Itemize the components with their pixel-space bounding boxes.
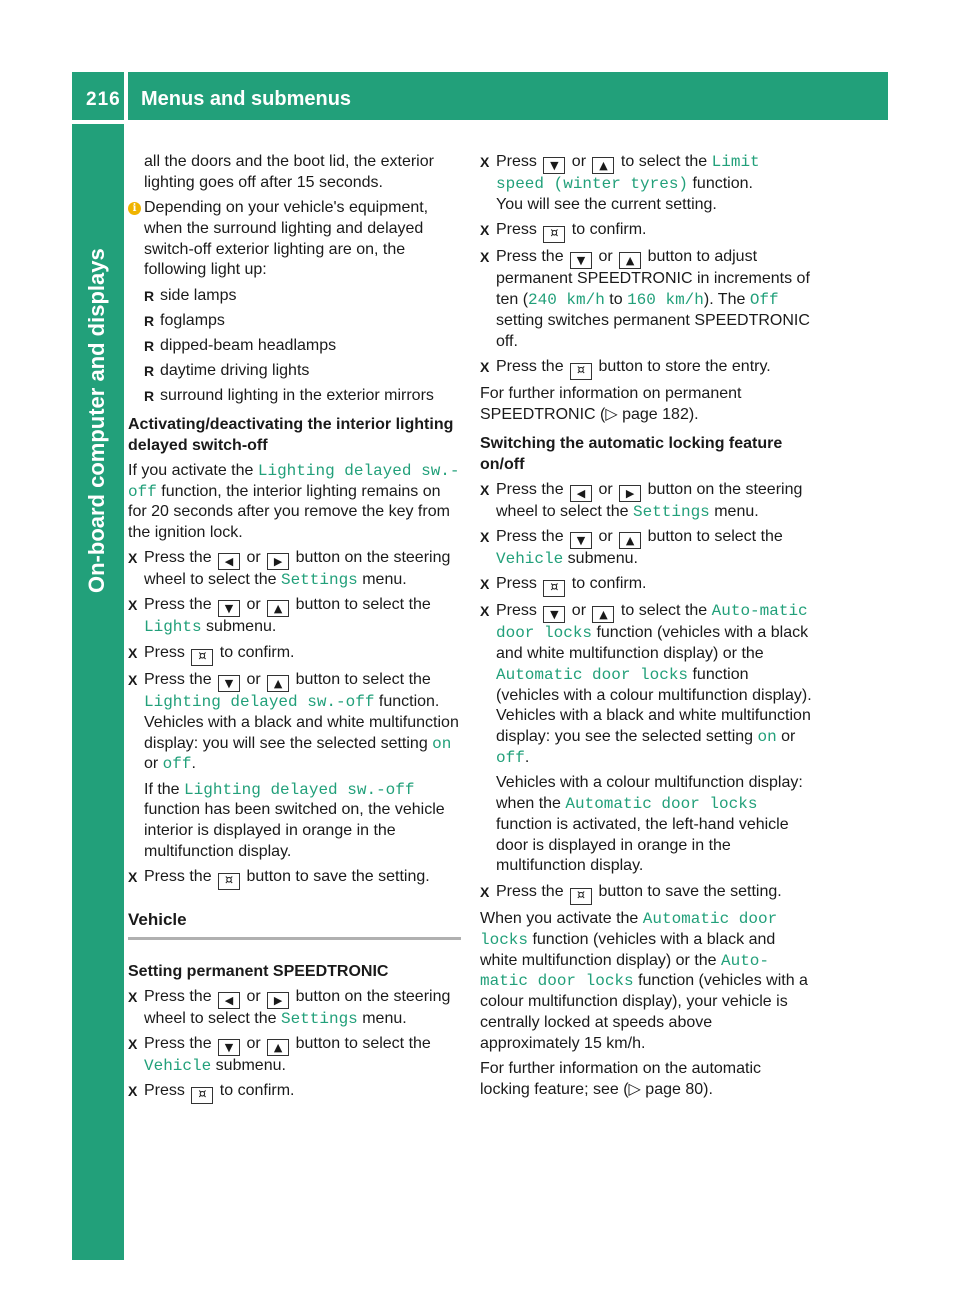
locking-paragraph: When you activate the Automatic door locks function (vehicles with a black and white multifunction display) or the Auto‐matic door locks function (vehicles with a colour multifunction display), your vehicle is centrally locked at speeds above approximately 15 km/h. bbox=[480, 910, 808, 1052]
instruction-step: X Press ¤ to confirm. bbox=[128, 1081, 461, 1104]
list-item: R surround lighting in the exterior mirrors bbox=[128, 386, 461, 407]
instruction-step: X Press the ◀ or ▶ button on the steering wheel to select the Settings menu. bbox=[480, 480, 813, 523]
ok-key-icon: ¤ bbox=[191, 1087, 213, 1104]
ok-key-icon: ¤ bbox=[543, 226, 565, 243]
ok-key-icon: ¤ bbox=[543, 580, 565, 597]
info-note: i Depending on your vehicle's equipment, when the surround lighting and delayed switch-off exterior lighting are on, the following light up: bbox=[128, 198, 461, 281]
instruction-step: X Press the ◀ or ▶ button on the steering wheel to select the Settings menu. bbox=[128, 987, 461, 1030]
down-arrow-key-icon: ▼ bbox=[218, 600, 240, 617]
page-reference: For further information on permanent SPEEDTRONIC (▷ page 182). bbox=[480, 385, 742, 424]
step-detail: Vehicles with a black and white multifunction display: you will see the selected setting on or off. bbox=[144, 713, 459, 774]
page-number: 216 bbox=[86, 89, 121, 110]
up-arrow-key-icon: ▲ bbox=[592, 157, 614, 174]
down-arrow-key-icon: ▼ bbox=[570, 532, 592, 549]
instruction-step: X Press the ▼ or ▲ button to select the Vehicle submenu. bbox=[480, 527, 813, 570]
right-column bbox=[480, 152, 813, 1105]
subheading-speedtronic: Setting permanent SPEEDTRONIC bbox=[128, 963, 389, 980]
down-arrow-key-icon: ▼ bbox=[543, 157, 565, 174]
instruction-step: X Press the ▼ or ▲ button to select the Lights submenu. bbox=[128, 595, 461, 638]
up-arrow-key-icon: ▲ bbox=[267, 1039, 289, 1056]
instruction-step: X Press ▼ or ▲ to select the Auto‐matic door locks function (vehicles with a black and white multifunction display) or the Automatic door locks function (vehicles with a colour multifunction display). bbox=[480, 601, 813, 706]
step-detail: Vehicles with a black and white multifunction display: you see the selected setting on or off. bbox=[496, 707, 811, 768]
instruction-step: X Press the ◀ or ▶ button on the steering wheel to select the Settings menu. bbox=[128, 548, 461, 591]
right-arrow-key-icon: ▶ bbox=[267, 992, 289, 1009]
instruction-step: X Press the ¤ button to store the entry. bbox=[480, 357, 813, 380]
subheading-interior-lighting: Activating/deactivating the interior lighting delayed switch-off bbox=[128, 416, 454, 454]
instruction-step: X Press the ▼ or ▲ button to select the Lighting delayed sw.-off function. bbox=[128, 670, 461, 713]
instruction-step: X Press ¤ to confirm. bbox=[480, 220, 813, 243]
instruction-step: X Press the ¤ button to save the setting. bbox=[480, 882, 813, 905]
instruction-step: X Press the ¤ button to save the setting. bbox=[128, 867, 461, 890]
up-arrow-key-icon: ▲ bbox=[619, 252, 641, 269]
ok-key-icon: ¤ bbox=[218, 873, 240, 890]
right-arrow-key-icon: ▶ bbox=[619, 485, 641, 502]
up-arrow-key-icon: ▲ bbox=[267, 675, 289, 692]
chapter-label: On-board computer and displays bbox=[84, 248, 109, 593]
instruction-step: X Press ▼ or ▲ to select the Limit speed (winter tyres) function. bbox=[480, 152, 813, 195]
page-reference: For further information on the automatic locking feature; see (▷ page 80). bbox=[480, 1060, 762, 1098]
list-item: R side lamps bbox=[128, 286, 461, 307]
lighting-paragraph: If you activate the Lighting delayed sw.-off function, the interior lighting remains on for 20 seconds after you remove the key from the ignition lock. bbox=[128, 461, 460, 542]
section-heading-vehicle: Vehicle bbox=[128, 910, 461, 940]
intro-text: all the doors and the boot lid, the exterior lighting goes off after 15 seconds. bbox=[144, 153, 434, 191]
subheading-automatic-locking: Switching the automatic locking feature on/off bbox=[480, 434, 783, 473]
down-arrow-key-icon: ▼ bbox=[218, 675, 240, 692]
down-arrow-key-icon: ▼ bbox=[218, 1039, 240, 1056]
up-arrow-key-icon: ▲ bbox=[619, 532, 641, 549]
list-item: R daytime driving lights bbox=[128, 361, 461, 382]
instruction-step: X Press ¤ to confirm. bbox=[480, 574, 813, 597]
up-arrow-key-icon: ▲ bbox=[592, 606, 614, 623]
instruction-step: X Press the ▼ or ▲ button to select the Vehicle submenu. bbox=[128, 1034, 461, 1077]
instruction-step: X Press ¤ to confirm. bbox=[128, 643, 461, 666]
page-title: Menus and submenus bbox=[141, 88, 352, 110]
left-arrow-key-icon: ◀ bbox=[218, 553, 240, 570]
left-arrow-key-icon: ◀ bbox=[218, 992, 240, 1009]
list-item: R dipped-beam headlamps bbox=[128, 336, 461, 357]
step-detail: If the Lighting delayed sw.-off function has been switched on, the vehicle interior is displayed in orange in the multifunction display. bbox=[144, 780, 445, 861]
list-item: R foglamps bbox=[128, 311, 461, 332]
down-arrow-key-icon: ▼ bbox=[570, 252, 592, 269]
step-detail: You will see the current setting. bbox=[496, 195, 717, 213]
instruction-step: X Press the ▼ or ▲ button to adjust permanent SPEEDTRONIC in increments of ten (240 km/h to 160 km/h). The Off setting switches permanent SPEEDTRONIC off. bbox=[480, 247, 813, 352]
page-ref-arrow-icon: ▷ bbox=[628, 1080, 641, 1098]
ok-key-icon: ¤ bbox=[570, 888, 592, 905]
ok-key-icon: ¤ bbox=[191, 649, 213, 666]
right-arrow-key-icon: ▶ bbox=[267, 553, 289, 570]
left-arrow-key-icon: ◀ bbox=[570, 485, 592, 502]
page-ref-arrow-icon: ▷ bbox=[605, 406, 618, 424]
step-detail: Vehicles with a colour multifunction display: when the Automatic door locks function is activated, the left-hand vehicle door is displayed in orange in the multifunction display. bbox=[496, 774, 803, 875]
ok-key-icon: ¤ bbox=[570, 363, 592, 380]
left-column bbox=[128, 152, 461, 1109]
info-icon: i bbox=[128, 202, 141, 215]
up-arrow-key-icon: ▲ bbox=[267, 600, 289, 617]
down-arrow-key-icon: ▼ bbox=[543, 606, 565, 623]
